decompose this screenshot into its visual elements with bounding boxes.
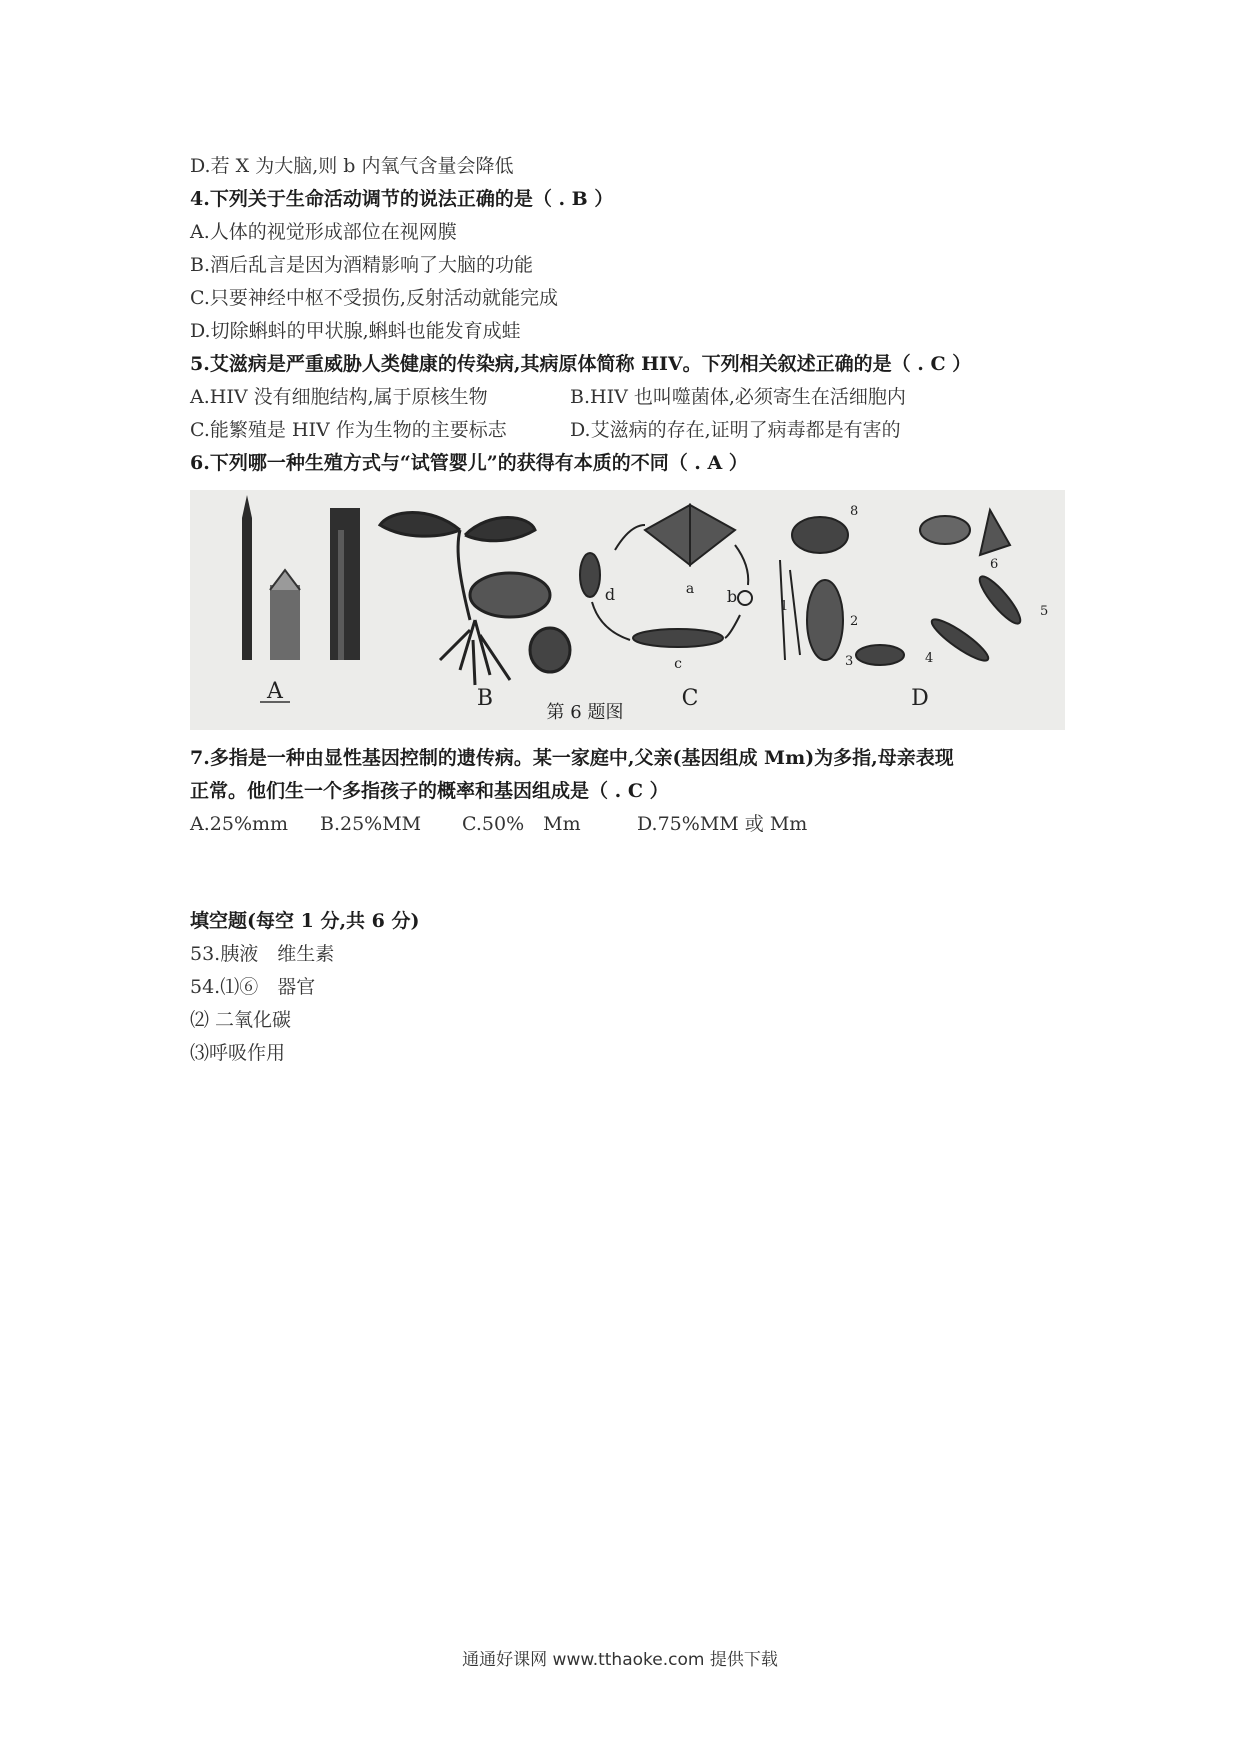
figure-c-lifecycle-image [580,505,752,647]
figure-label-c: C [681,686,699,711]
q4-option-c: C.只要神经中枢不受损伤,反射活动就能完成 [190,287,558,309]
answer-54-2: ⑵ 二氧化碳 [190,1009,292,1031]
figure-d-frog-lifecycle-image [780,510,1025,666]
question-7-line-1: 7.多指是一种由显性基因控制的遗传病。某一家庭中,父亲(基因组成 Mm)为多指,母亲表现 [190,747,954,769]
page-footer: 通通好课网 www.tthaoke.com 提供下载 [462,1650,778,1670]
q4-option-b: B.酒后乱言是因为酒精影响了大脑的功能 [190,254,534,276]
figure-b-seedling-image [380,513,570,686]
figure-a-grafting-image [242,495,360,702]
question-5: 5.艾滋病是严重威胁人类健康的传染病,其病原体简称 HIV。下列相关叙述正确的是（ . C ） [190,353,972,375]
figure-c-label-a: a [685,581,695,597]
q4-option-a: A.人体的视觉形成部位在视网膜 [190,221,457,243]
q3-option-d: D.若 X 为大脑,则 b 内氧气含量会降低 [190,155,514,177]
figure-d-label-4: 4 [925,651,934,666]
figure-label-b: B [476,686,494,711]
figure-c-label-b: b [726,587,738,606]
q5-option-d: D.艾滋病的存在,证明了病毒都是有害的 [570,419,901,441]
answer-53: 53.胰液 维生素 [190,943,335,965]
question-6-figure [190,490,1065,730]
q7-option-a: A.25%mm [190,813,289,835]
answer-54-3: ⑶呼吸作用 [190,1042,286,1064]
q7-option-c: C.50% Mm [462,813,581,835]
figure-d-label-6: 6 [990,557,999,572]
figure-d-label-3: 3 [845,654,854,669]
q7-option-b: B.25%MM [320,813,422,835]
figure-d-label-2: 2 [850,614,859,629]
q5-options-row-2 [190,417,901,443]
figure-caption: 第 6 题图 [546,702,624,723]
figure-label-d: D [911,686,929,711]
figure-d-label-8: 8 [850,504,859,519]
figure-d-label-1: 1 [780,599,789,614]
q4-option-d: D.切除蝌蚪的甲状腺,蝌蚪也能发育成蛙 [190,320,521,342]
figure-illustration [190,490,1065,730]
figure-c-label-d: d [604,585,616,604]
figure-label-a: A [267,679,283,704]
q5-option-a: A.HIV 没有细胞结构,属于原核生物 [190,386,488,408]
q7-options-row [190,811,807,837]
q5-options-row-1 [190,384,906,410]
question-7-line-2: 正常。他们生一个多指孩子的概率和基因组成是（ . C ） [190,780,669,802]
q5-option-b: B.HIV 也叫噬菌体,必须寄生在活细胞内 [570,386,906,408]
figure-c-label-c: c [674,656,682,672]
q7-option-d: D.75%MM 或 Mm [637,813,808,835]
answer-54-1: 54.⑴⑥ 器官 [190,976,316,998]
figure-d-label-5: 5 [1040,604,1049,619]
fill-in-section-title: 填空题(每空 1 分,共 6 分) [190,910,420,932]
question-4: 4.下列关于生命活动调节的说法正确的是（ . B ） [190,188,614,210]
question-6: 6.下列哪一种生殖方式与“试管婴儿”的获得有本质的不同（ . A ） [190,452,748,474]
q5-option-c: C.能繁殖是 HIV 作为生物的主要标志 [190,419,507,441]
